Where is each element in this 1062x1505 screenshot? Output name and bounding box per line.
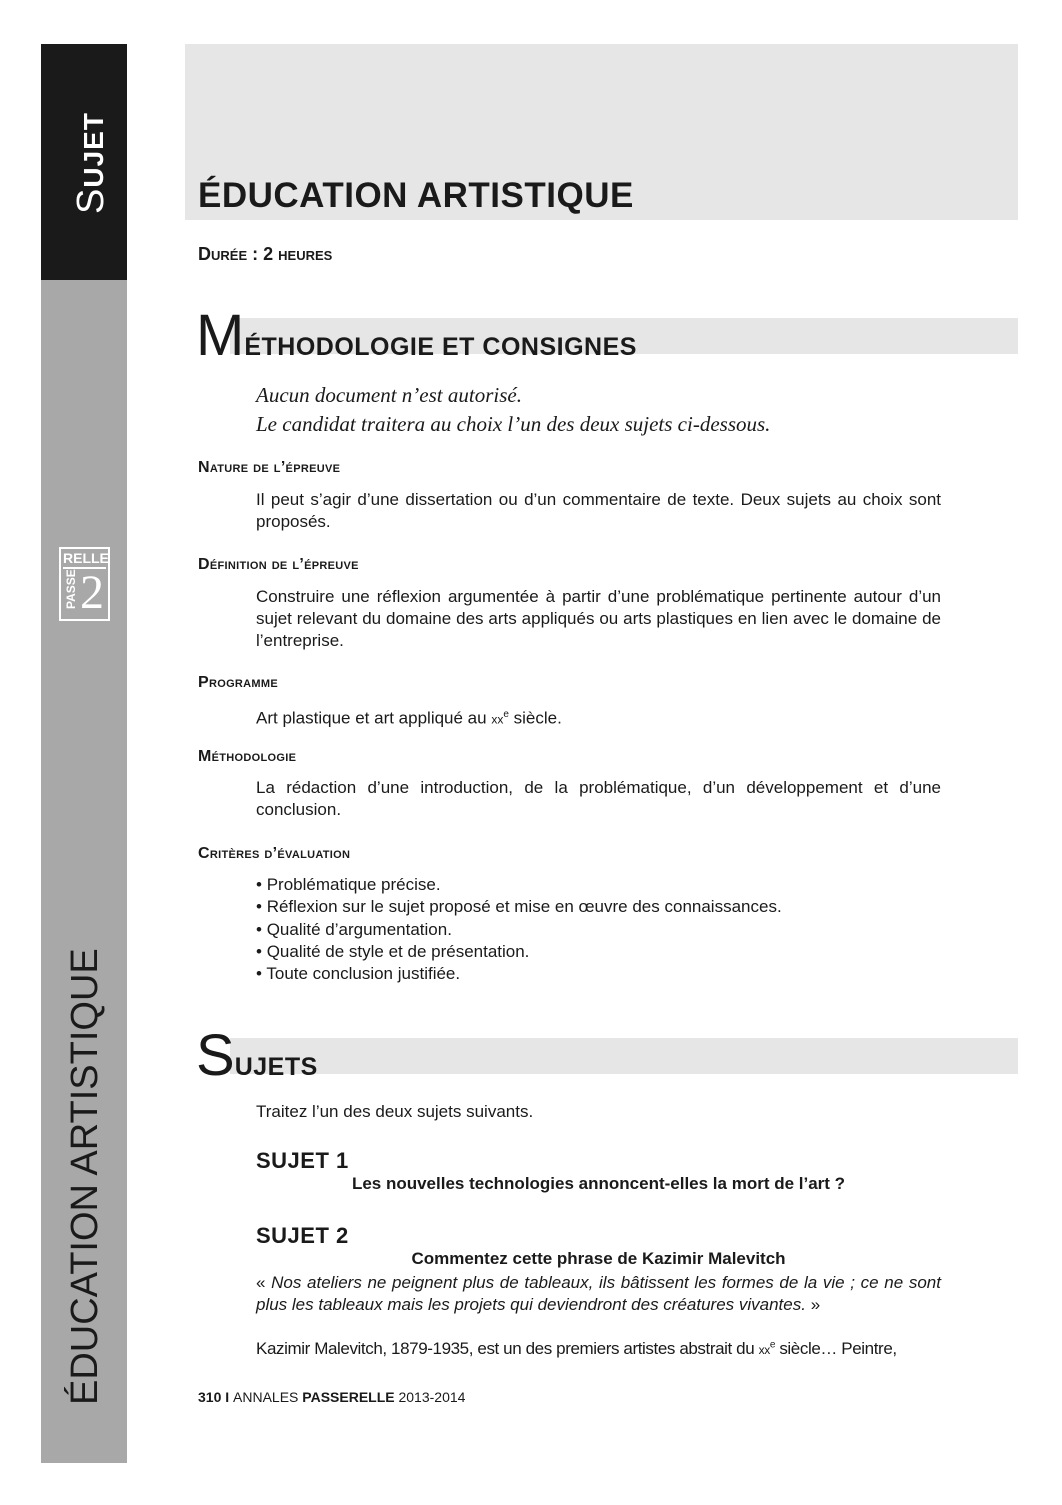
nature-text: Il peut s’agir d’une dissertation ou d’un commentaire de texte. Deux sujets au choix sont proposés. [256,490,941,531]
duration-value: 2 heures [263,244,333,264]
methodology-heading [196,302,637,369]
footer-annales: ANNALES [233,1389,303,1405]
criteria-heading: Critères d’évaluation [198,845,351,862]
instruction-line-2: Le candidat traitera au choix l’un des deux sujets ci-dessous. [256,412,771,436]
logo-side-text: PASSE [64,569,78,609]
programme-sup: e [503,709,509,720]
bio-sup: e [769,1339,775,1351]
list-item: • Toute conclusion justifiée. [256,963,782,985]
page-title: ÉDUCATION ARTISTIQUE [198,176,634,215]
programme-text [256,704,941,731]
list-item: • Qualité de style et de présentation. [256,941,782,963]
malevitch-quote [256,1272,941,1316]
bio-before: Kazimir Malevitch, 1879-1935, est un des premiers artistes abstrait du [256,1339,759,1358]
malevitch-bio [256,1339,941,1359]
passerelle-2-logo [59,547,110,621]
subject-2-instruction: Commentez cette phrase de Kazimir Malevitch [411,1249,786,1268]
methodology-initial: M [196,303,245,368]
logo-number: 2 [80,566,104,619]
list-item: • Réflexion sur le sujet proposé et mise en œuvre des connaissances. [256,896,782,918]
subjects-rest: UJETS [234,1053,318,1081]
footer-years: 2013-2014 [394,1389,466,1405]
instruction-line-1: Aucun document n’est autorisé. [256,383,522,407]
footer-brand: PASSERELLE [302,1389,395,1405]
quote-close: » [805,1295,821,1314]
criteria-list [256,874,782,985]
sidebar-tab-label [70,112,113,214]
duration [198,244,332,265]
sidebar-subject-label: ÉDUCATION ARTISTIQUE [64,948,106,1405]
definition-heading: Définition de l’épreuve [198,556,359,573]
sidebar-tab-rest: UJET [78,112,109,188]
subjects-heading [196,1022,318,1089]
page-number: 310 [198,1389,222,1405]
programme-text-before: Art plastique et art appliqué au [256,708,492,728]
list-item: • Problématique précise. [256,874,782,896]
subject-2-title: SUJET 2 [256,1223,349,1248]
subjects-band [230,1038,1018,1074]
programme-century: xx [491,712,504,727]
list-item: • Qualité d’argumentation. [256,919,782,941]
definition-text: Construire une réflexion argumentée à partir d’une problématique pertinente autour d’un sujet relevant du domaine des arts appliqués ou arts plastiques en lien avec le domaine de l’entreprise. [256,587,941,650]
method-heading: Méthodologie [198,748,297,765]
bio-century: xx [758,1343,770,1357]
logo-top-text: RELLE [63,550,106,569]
sidebar-tab-initial: S [70,187,112,214]
footer-separator: I [221,1389,234,1405]
quote-text: Nos ateliers ne peignent plus de tableaux, ils bâtissent les formes de la vie ; ce ne sont plus les tableaux mais les projets qui deviendront des créatures vivantes. [256,1273,941,1314]
duration-label: Durée : [198,244,264,264]
programme-text-after: siècle. [508,708,562,728]
subject-1-title: SUJET 1 [256,1148,349,1173]
page-footer [198,1389,465,1405]
subjects-initial: S [196,1023,235,1088]
quote-open: « [256,1273,272,1292]
method-text: La rédaction d’une introduction, de la problématique, d’un développement et d’une conclusion. [256,778,941,819]
instructions [256,381,770,439]
subjects-intro: Traitez l’un des deux sujets suivants. [256,1102,534,1121]
subject-1-question: Les nouvelles technologies annoncent-elles la mort de l’art ? [351,1174,846,1193]
nature-heading: Nature de l’épreuve [198,459,341,476]
methodology-rest: ÉTHODOLOGIE ET CONSIGNES [244,333,637,361]
programme-heading: Programme [198,674,278,691]
bio-after: siècle… Peintre, [775,1339,897,1358]
